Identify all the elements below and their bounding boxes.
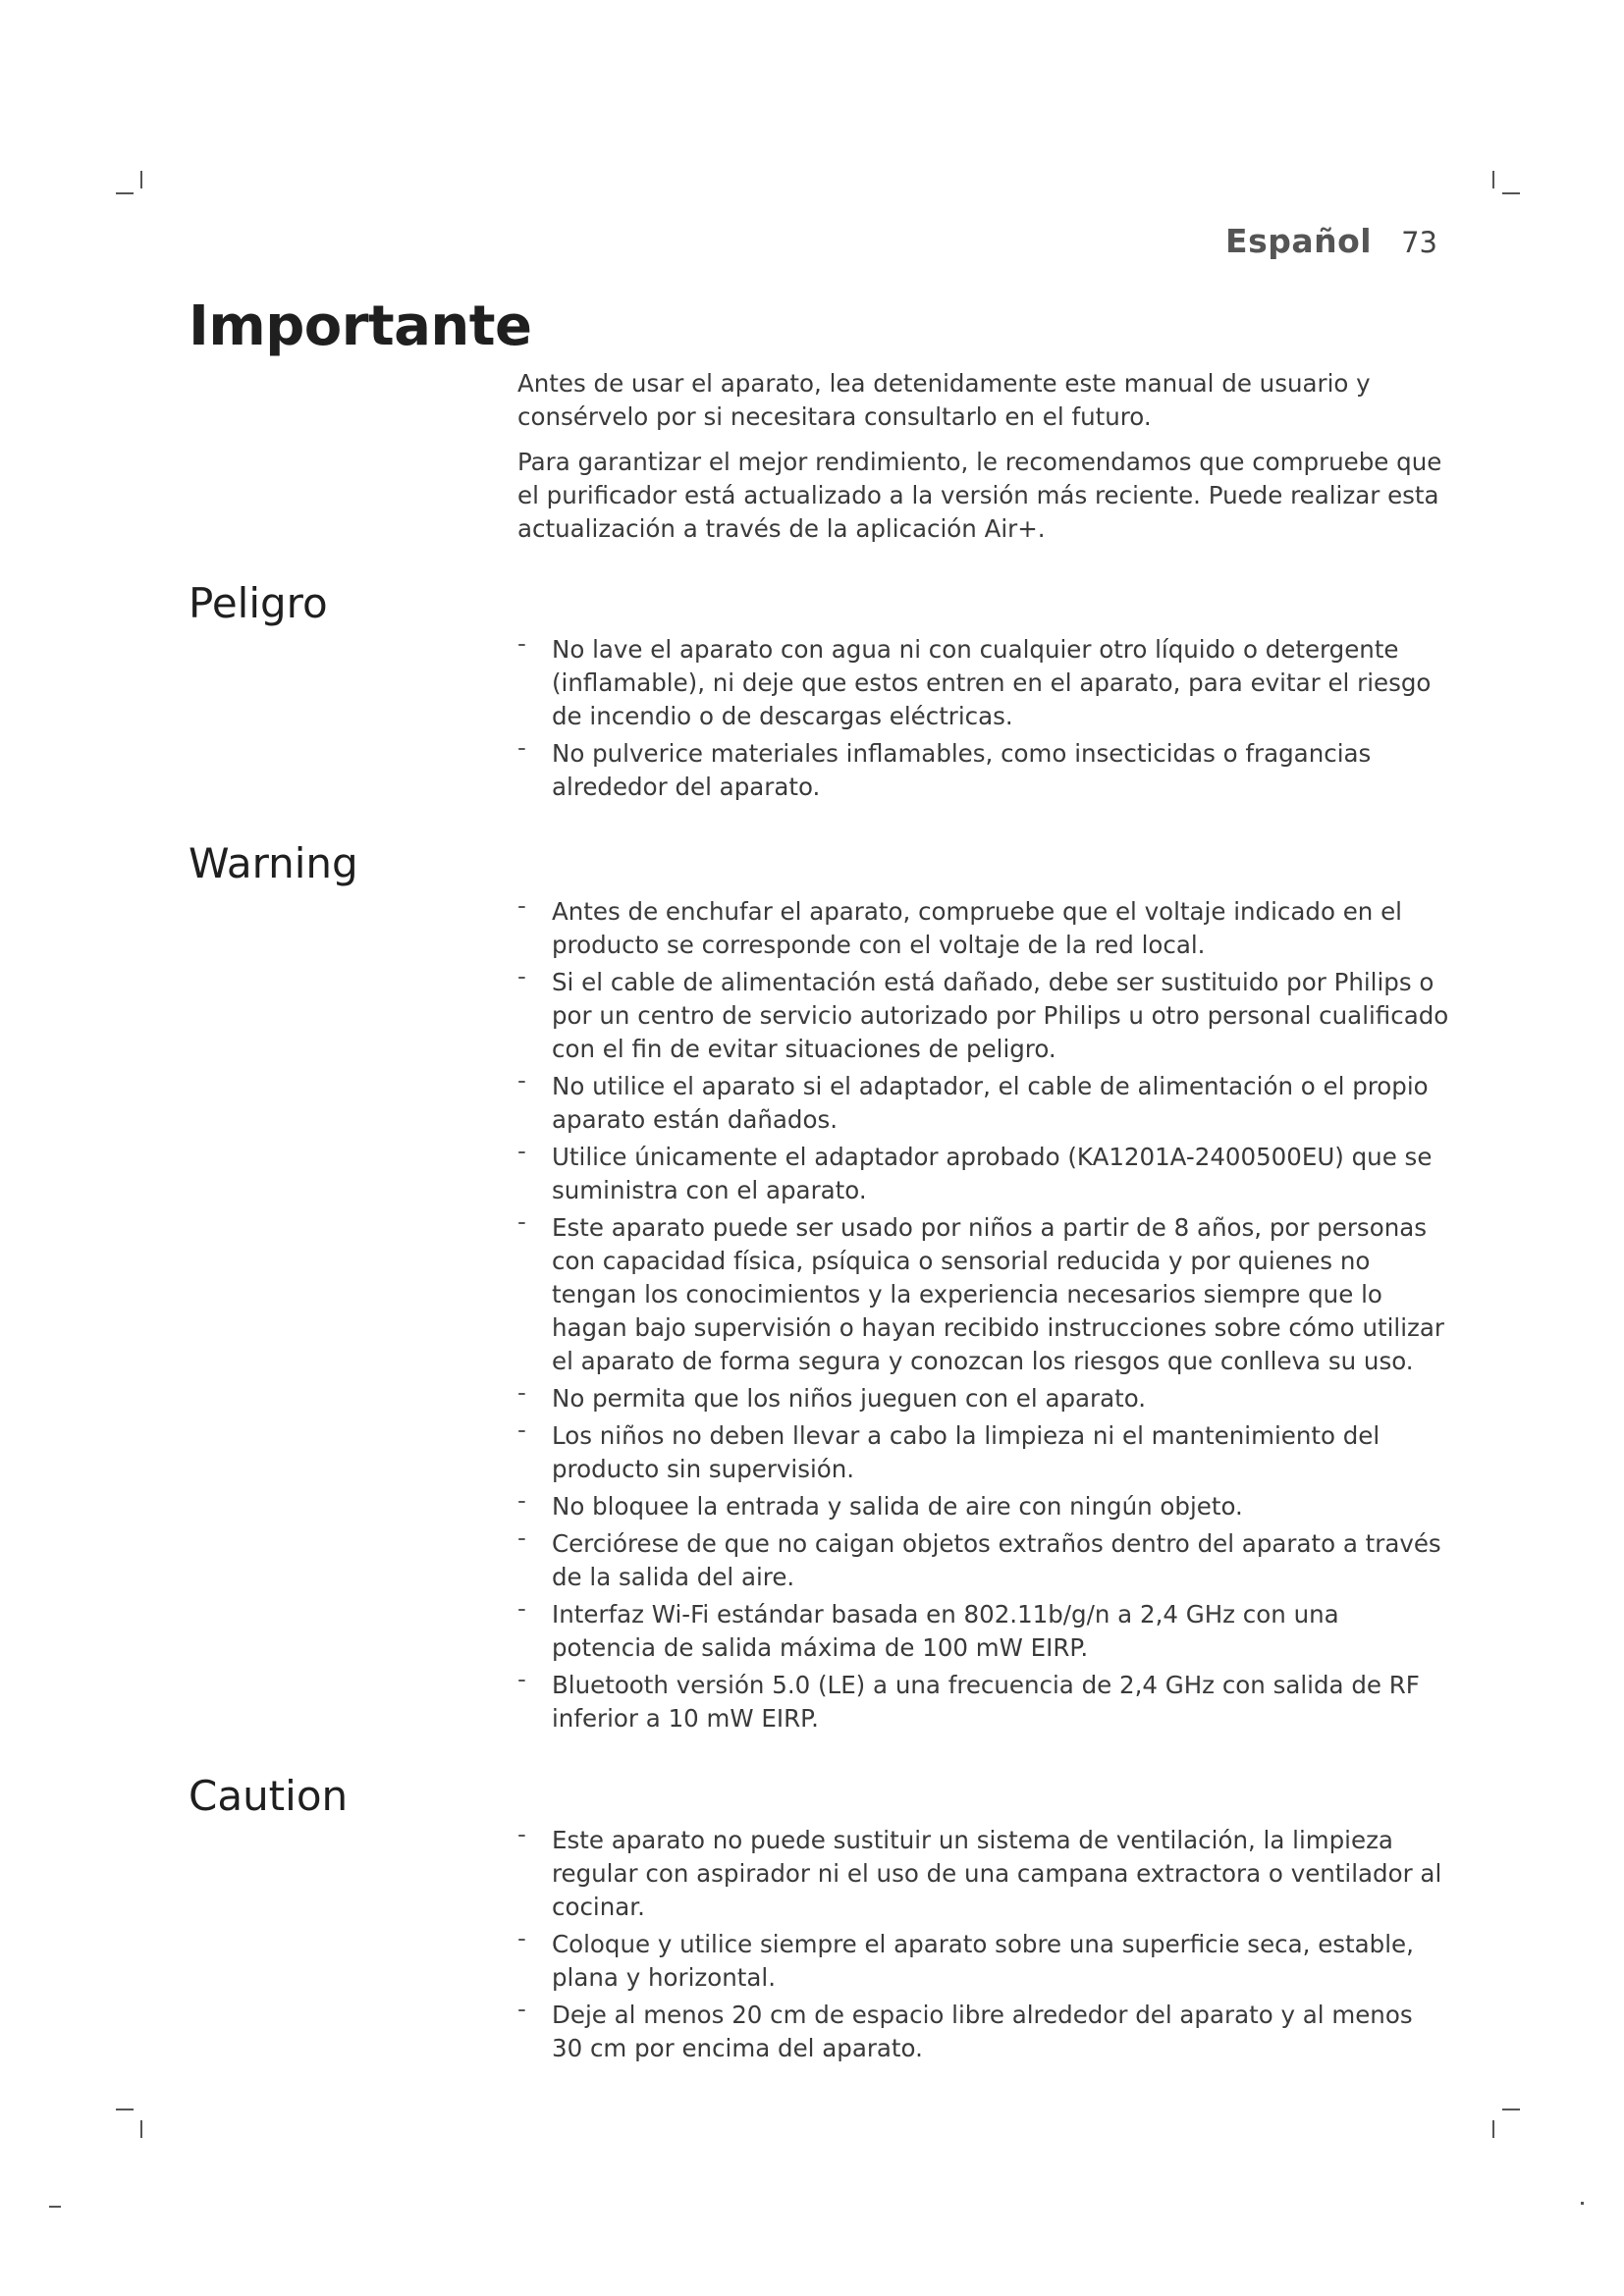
crop-mark-top-right-h [1502,192,1520,194]
crop-mark-bottom-right-v [1492,2120,1494,2138]
list-item: - Cerciórese de que no caigan objetos extraños dentro del aparato a través de la salida del aire. [517,1527,1450,1594]
peligro-list [517,633,1450,808]
crop-mark-bottom-right-h [1502,2109,1520,2110]
list-item: - No lave el aparato con agua ni con cualquier otro líquido o detergente (inflamable), ni deje que estos entren en el aparato, para evitar el riesgo de incendio o de descargas eléctricas. [517,633,1450,733]
section-title-warning: Warning [189,839,358,887]
crop-mark-top-left-h [116,192,134,194]
running-header [1225,222,1437,260]
list-item: - No pulverice materiales inflamables, como insecticidas o fragancias alrededor del aparato. [517,737,1450,804]
list-item: - Este aparato no puede sustituir un sistema de ventilación, la limpieza regular con aspirador ni el uso de una campana extractora o ventilador al cocinar. [517,1824,1450,1924]
crop-mark-bottom-edge-left [49,2206,61,2208]
importante-body [517,367,1450,558]
list-item: - No permita que los niños jueguen con el aparato. [517,1382,1450,1415]
crop-mark-top-left-v [140,171,142,188]
caution-list [517,1824,1450,2069]
list-item: - Coloque y utilice siempre el aparato sobre una superficie seca, estable, plana y horizontal. [517,1928,1450,1995]
crop-mark-bottom-edge-right [1581,2202,1584,2205]
section-title-caution: Caution [189,1772,349,1820]
list-item: - No utilice el aparato si el adaptador, el cable de alimentación o el propio aparato están dañados. [517,1070,1450,1137]
importante-paragraph-1: Antes de usar el aparato, lea detenidamente este manual de usuario y consérvelo por si necesitara consultarlo en el futuro. [517,369,1371,431]
list-item: - Antes de enchufar el aparato, compruebe que el voltaje indicado en el producto se corresponde con el voltaje de la red local. [517,895,1450,962]
importante-paragraph-2: Para garantizar el mejor rendimiento, le recomendamos que compruebe que el purificador está actualizado a la versión más reciente. Puede realizar esta actualización a través de la aplicación Air+. [517,448,1442,543]
crop-mark-bottom-left-v [140,2120,142,2138]
crop-mark-bottom-left-h [116,2109,134,2110]
list-item: - Deje al menos 20 cm de espacio libre alrededor del aparato y al menos 30 cm por encima del aparato. [517,1999,1450,2065]
section-title-peligro: Peligro [189,579,328,627]
list-item: - Los niños no deben llevar a cabo la limpieza ni el mantenimiento del producto sin supervisión. [517,1419,1450,1486]
list-item: - Este aparato puede ser usado por niños a partir de 8 años, por personas con capacidad física, psíquica o sensorial reducida y por quienes no tengan los conocimientos y la experiencia necesarios siempre que lo hagan bajo supervisión o hayan recibido instrucciones sobre cómo utilizar el aparato de forma segura y conozcan los riesgos que conlleva su uso. [517,1211,1450,1378]
list-item: - Interfaz Wi-Fi estándar basada en 802.11b/g/n a 2,4 GHz con una potencia de salida máxima de 100 mW EIRP. [517,1598,1450,1665]
header-language: Español [1225,222,1373,260]
crop-mark-top-right-v [1492,171,1494,188]
warning-list [517,895,1450,1739]
section-title-importante: Importante [189,294,532,358]
list-item: - Si el cable de alimentación está dañado, debe ser sustituido por Philips o por un centro de servicio autorizado por Philips u otro personal cualificado con el fin de evitar situaciones de peligro. [517,966,1450,1066]
list-item: - Bluetooth versión 5.0 (LE) a una frecuencia de 2,4 GHz con salida de RF inferior a 10 mW EIRP. [517,1669,1450,1735]
page-number: 73 [1401,226,1437,259]
list-item: - No bloquee la entrada y salida de aire con ningún objeto. [517,1490,1450,1523]
list-item: - Utilice únicamente el adaptador aprobado (KA1201A-2400500EU) que se suministra con el aparato. [517,1141,1450,1207]
